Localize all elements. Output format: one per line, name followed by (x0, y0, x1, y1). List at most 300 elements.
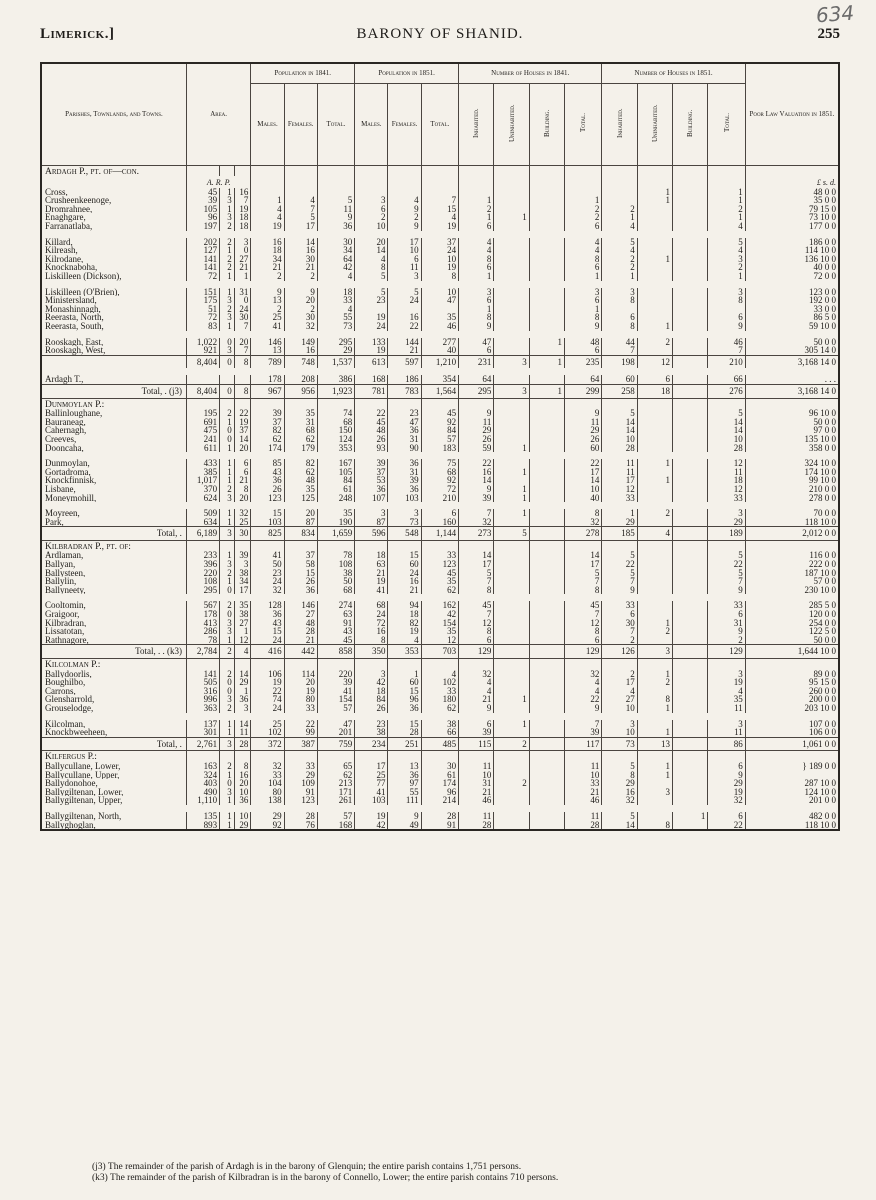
cell-val: 1,061 0 0 (745, 737, 839, 751)
cell-th51: 46 (708, 338, 745, 347)
townland-row (41, 796, 839, 805)
townland-name: Dunmoylan, (41, 459, 186, 468)
cell-b51 (673, 418, 708, 427)
townland-row (41, 560, 839, 569)
cell-ih41: 6 (459, 720, 494, 729)
cell-uh41: 3 (494, 384, 529, 398)
cell-uh41 (494, 238, 529, 247)
cell-b51 (673, 678, 708, 687)
cell-p: 0 (234, 246, 251, 255)
cell-p: 6 (234, 459, 251, 468)
cell-th41: 2 (565, 213, 602, 222)
cell-m51: 72 (355, 619, 388, 628)
cell-uh41: 1 (494, 444, 529, 453)
townland-row (41, 670, 839, 679)
cell-ih41: 1 (459, 272, 494, 281)
cell-val: 136 10 0 (745, 255, 839, 264)
cell-t41: 154 (317, 695, 354, 704)
cell-b41 (529, 720, 564, 729)
cell-m41: 178 (251, 375, 284, 384)
cell-th51: 5 (708, 551, 745, 560)
cell-a: 220 (186, 569, 219, 578)
townland-name: Glensharrold, (41, 695, 186, 704)
cell-b51 (673, 586, 708, 595)
cell-t51: 72 (421, 485, 458, 494)
cell-uh41 (494, 788, 529, 797)
cell-p: 14 (234, 435, 251, 444)
cell-uh41 (494, 796, 529, 805)
cell-r: 2 (220, 601, 235, 610)
cell-th41: 40 (565, 494, 602, 503)
cell-r: 1 (220, 728, 235, 737)
cell-t51: 96 (421, 788, 458, 797)
cell-f51: 353 (388, 645, 421, 659)
cell-b51 (673, 384, 708, 398)
cell-m41: 41 (251, 551, 284, 560)
cell-p: 38 (234, 569, 251, 578)
cell-uh41 (494, 338, 529, 347)
cell-m41: 36 (251, 476, 284, 485)
cell-f51: 5 (388, 288, 421, 297)
cell-b51 (673, 305, 708, 314)
cell-f41: 109 (284, 779, 317, 788)
cell-th51: 9 (708, 586, 745, 595)
cell-uh51 (637, 687, 672, 696)
cell-m41: 15 (251, 509, 284, 518)
townland-name: Liskilleen (O'Brien), (41, 288, 186, 297)
townland-row (41, 601, 839, 610)
cell-uh41 (494, 418, 529, 427)
cell-th51: 129 (708, 645, 745, 659)
cell-b41 (529, 762, 564, 771)
cell-th41: 11 (565, 418, 602, 427)
townland-name: Monashinnagh, (41, 305, 186, 314)
cell-th41: 32 (565, 670, 602, 679)
cell-ih41: 26 (459, 435, 494, 444)
cell-uh51 (637, 494, 672, 503)
cell-f41: 442 (284, 645, 317, 659)
parish-heading: Kilbradran P., pt. of: (41, 540, 186, 551)
townland-name: Carrons, (41, 687, 186, 696)
cell-ih41: 46 (459, 796, 494, 805)
cell-r: 1 (220, 444, 235, 453)
cell-b41 (529, 205, 564, 214)
townland-name: Lissatotan, (41, 627, 186, 636)
cell-f41: 15 (284, 569, 317, 578)
townland-row (41, 485, 839, 494)
cell-m41: 24 (251, 577, 284, 586)
cell-f51: 9 (388, 205, 421, 214)
townland-row (41, 577, 839, 586)
cell-ih51: 4 (602, 246, 637, 255)
cell-r: 1 (220, 551, 235, 560)
cell-t41: 62 (317, 771, 354, 780)
cell-t41: 9 (317, 213, 354, 222)
cell-ih41: 4 (459, 246, 494, 255)
cell-val: 107 0 0 (745, 720, 839, 729)
cell-uh51 (637, 409, 672, 418)
cell-p: 34 (234, 577, 251, 586)
cell-m41: 16 (251, 238, 284, 247)
cell-p: 8 (234, 384, 251, 398)
cell-t41: 36 (317, 222, 354, 231)
cell-val: 97 0 0 (745, 426, 839, 435)
cell-m51: 36 (355, 485, 388, 494)
cell-a: 316 (186, 687, 219, 696)
cell-f41: 27 (284, 610, 317, 619)
header-houses-1851: Number of Houses in 1851. (602, 63, 745, 83)
cell-th41: 14 (565, 551, 602, 560)
cell-uh41 (494, 569, 529, 578)
cell-a: 363 (186, 704, 219, 713)
cell-p: 32 (234, 509, 251, 518)
cell-uh41: 1 (494, 213, 529, 222)
cell-ih41: 4 (459, 687, 494, 696)
cell-uh41 (494, 222, 529, 231)
cell-th51: 9 (708, 771, 745, 780)
cell-m41: 15 (251, 627, 284, 636)
cell-uh51 (637, 418, 672, 427)
cell-f41: 16 (284, 346, 317, 355)
cell-m41: 128 (251, 601, 284, 610)
cell-th41: 46 (565, 796, 602, 805)
cell-th41: 26 (565, 435, 602, 444)
cell-th41: 4 (565, 678, 602, 687)
cell-r: 0 (220, 426, 235, 435)
cell-ih51: 5 (602, 762, 637, 771)
townland-name: Dromrahnee, (41, 205, 186, 214)
cell-val: 50 0 0 (745, 338, 839, 347)
cell-val: } 189 0 0 (745, 762, 839, 771)
cell-p: 30 (234, 313, 251, 322)
cell-uh51: 2 (637, 627, 672, 636)
cell-b51 (673, 728, 708, 737)
cell-t41: 55 (317, 313, 354, 322)
cell-uh51: 2 (637, 678, 672, 687)
cell-uh51: 13 (637, 737, 672, 751)
cell-b51 (673, 409, 708, 418)
header-males-1851: Males. (355, 83, 388, 165)
cell-val: 260 0 0 (745, 687, 839, 696)
cell-m41: 41 (251, 322, 284, 331)
cell-val: 177 0 0 (745, 222, 839, 231)
cell-b41 (529, 246, 564, 255)
townland-row (41, 468, 839, 477)
census-table-container (40, 62, 840, 831)
cell-t41: 34 (317, 246, 354, 255)
cell-m51: 41 (355, 586, 388, 595)
cell-m41: 43 (251, 468, 284, 477)
cell-b51 (673, 636, 708, 645)
cell-val: 79 15 0 (745, 205, 839, 214)
cell-t41: 91 (317, 619, 354, 628)
cell-th51: 4 (708, 246, 745, 255)
cell-b51 (673, 720, 708, 729)
cell-t41: 759 (317, 737, 354, 751)
townland-row (41, 375, 839, 384)
cell-th41: 129 (565, 645, 602, 659)
cell-t51: 62 (421, 586, 458, 595)
cell-a: 72 (186, 272, 219, 281)
cell-m51: 24 (355, 610, 388, 619)
cell-f51: 28 (388, 728, 421, 737)
townland-row (41, 518, 839, 527)
townland-row (41, 695, 839, 704)
cell-r: 1 (220, 205, 235, 214)
header-houses-total-1841: Total. (579, 113, 588, 133)
cell-b41 (529, 687, 564, 696)
cell-a: 921 (186, 346, 219, 355)
cell-b51 (673, 619, 708, 628)
cell-r: 3 (220, 346, 235, 355)
townland-row (41, 409, 839, 418)
cell-b51 (673, 355, 708, 368)
cell-b41 (529, 812, 564, 821)
cell-val: 201 0 0 (745, 796, 839, 805)
townland-name: Kilbradran, (41, 619, 186, 628)
cell-th41: 4 (565, 246, 602, 255)
cell-m51: 14 (355, 246, 388, 255)
cell-ih41: 14 (459, 476, 494, 485)
cell-b51 (673, 263, 708, 272)
cell-ih41: 32 (459, 670, 494, 679)
cell-ih51: 22 (602, 560, 637, 569)
cell-m41: 789 (251, 355, 284, 368)
cell-t41: 38 (317, 569, 354, 578)
cell-val: 305 14 0 (745, 346, 839, 355)
header-males-1841: Males. (251, 83, 284, 165)
cell-p: 17 (234, 586, 251, 595)
cell-p: 21 (234, 263, 251, 272)
cell-a: 233 (186, 551, 219, 560)
cell-m41: 50 (251, 560, 284, 569)
townland-row (41, 494, 839, 503)
cell-uh51: 1 (637, 322, 672, 331)
cell-a: 178 (186, 610, 219, 619)
units-row (41, 176, 839, 188)
cell-r: 1 (220, 720, 235, 729)
cell-ih51: 1 (602, 272, 637, 281)
cell-f51: 36 (388, 771, 421, 780)
cell-a: 2,761 (186, 737, 219, 751)
cell-m51: 168 (355, 375, 388, 384)
cell-b41 (529, 255, 564, 264)
cell-m51: 23 (355, 720, 388, 729)
cell-th51: 10 (708, 435, 745, 444)
cell-b41 (529, 627, 564, 636)
cell-ih51: 17 (602, 678, 637, 687)
cell-uh51 (637, 222, 672, 231)
cell-r: 1 (220, 188, 235, 197)
cell-uh51 (637, 560, 672, 569)
cell-p: 36 (234, 796, 251, 805)
row-spacer (41, 331, 839, 338)
cell-ih41: 11 (459, 812, 494, 821)
cell-b51 (673, 509, 708, 518)
cell-b51 (673, 737, 708, 751)
cell-f51: 39 (388, 476, 421, 485)
cell-m41: 2 (251, 272, 284, 281)
cell-f51: 94 (388, 601, 421, 610)
cell-uh51 (637, 305, 672, 314)
cell-f51: 15 (388, 720, 421, 729)
cell-t41: 30 (317, 238, 354, 247)
cell-uh51 (637, 518, 672, 527)
cell-ih51: 73 (602, 737, 637, 751)
cell-uh51 (637, 246, 672, 255)
cell-f51: 60 (388, 678, 421, 687)
cell-th51: 22 (708, 821, 745, 831)
cell-t51: 42 (421, 610, 458, 619)
cell-a: 51 (186, 305, 219, 314)
cell-a: 295 (186, 586, 219, 595)
cell-p (234, 375, 251, 384)
cell-f51: 10 (388, 246, 421, 255)
cell-uh41 (494, 619, 529, 628)
cell-r: 0 (220, 384, 235, 398)
cell-r: 2 (220, 762, 235, 771)
cell-r: 1 (220, 476, 235, 485)
townland-name: Ardagh T., (41, 375, 186, 384)
cell-a: 996 (186, 695, 219, 704)
cell-th51: 11 (708, 704, 745, 713)
cell-t41: 168 (317, 821, 354, 831)
cell-m51: 37 (355, 468, 388, 477)
cell-uh41 (494, 645, 529, 659)
cell-f41: 31 (284, 418, 317, 427)
cell-m51: 23 (355, 296, 388, 305)
cell-b41 (529, 577, 564, 586)
cell-b51 (673, 375, 708, 384)
cell-r: 2 (220, 255, 235, 264)
header-uninhabited-1841: Uninhabited. (507, 104, 516, 142)
townland-row (41, 205, 839, 214)
cell-f51: 49 (388, 821, 421, 831)
cell-ih41: 39 (459, 494, 494, 503)
cell-t41: 261 (317, 796, 354, 805)
cell-r: 3 (220, 196, 235, 205)
cell-t51: 277 (421, 338, 458, 347)
cell-b41 (529, 409, 564, 418)
cell-ih51: 6 (602, 313, 637, 322)
townland-row (41, 771, 839, 780)
cell-t41: 171 (317, 788, 354, 797)
cell-r: 3 (220, 213, 235, 222)
cell-p: 35 (234, 601, 251, 610)
cell-ih51 (602, 188, 637, 197)
cell-uh51: 1 (637, 255, 672, 264)
cell-f51: 36 (388, 704, 421, 713)
cell-p: 3 (234, 560, 251, 569)
cell-p: 37 (234, 426, 251, 435)
townland-row (41, 444, 839, 453)
cell-f41: 2 (284, 272, 317, 281)
cell-ih41: 8 (459, 586, 494, 595)
cell-t51: 154 (421, 619, 458, 628)
cell-m51: 93 (355, 444, 388, 453)
cell-t51: 28 (421, 812, 458, 821)
cell-ih51: 33 (602, 494, 637, 503)
cell-uh41 (494, 762, 529, 771)
cell-th51: 189 (708, 527, 745, 541)
cell-p: 1 (234, 687, 251, 696)
townland-row (41, 551, 839, 560)
townland-name: Ballygiltenan, Upper, (41, 796, 186, 805)
cell-t41: 150 (317, 426, 354, 435)
cell-t51: 47 (421, 296, 458, 305)
row-spacer (41, 231, 839, 238)
townland-name: Cooltomin, (41, 601, 186, 610)
cell-th51: 7 (708, 577, 745, 586)
townland-name: Ballysteen, (41, 569, 186, 578)
cell-uh51 (637, 426, 672, 435)
cell-th41: 4 (565, 238, 602, 247)
cell-uh51 (637, 636, 672, 645)
cell-t41: 73 (317, 322, 354, 331)
row-spacer (41, 452, 839, 459)
cell-t41: 386 (317, 375, 354, 384)
cell-f41: 36 (284, 586, 317, 595)
cell-f41: 125 (284, 494, 317, 503)
cell-th41: 10 (565, 771, 602, 780)
cell-val: 40 0 0 (745, 263, 839, 272)
total-label: Total, . (41, 527, 186, 541)
cell-uh51 (637, 796, 672, 805)
cell-b51: 1 (673, 812, 708, 821)
barony-title: BARONY OF SHANID. (356, 26, 524, 42)
cell-m41: 372 (251, 737, 284, 751)
cell-th41: 22 (565, 459, 602, 468)
townland-name: Crusheenkeenoge, (41, 196, 186, 205)
cell-m51 (355, 188, 388, 197)
cell-m51: 26 (355, 704, 388, 713)
cell-m51: 87 (355, 518, 388, 527)
cell-th51: 6 (708, 610, 745, 619)
cell-uh51: 1 (637, 670, 672, 679)
cell-uh51 (637, 346, 672, 355)
cell-th51: 86 (708, 737, 745, 751)
cell-th41: 4 (565, 687, 602, 696)
townland-row (41, 196, 839, 205)
cell-th41: 6 (565, 263, 602, 272)
cell-t51: 57 (421, 435, 458, 444)
cell-f41: 91 (284, 788, 317, 797)
townland-name: Rathnagore, (41, 636, 186, 645)
cell-p: 22 (234, 409, 251, 418)
cell-p: 14 (234, 720, 251, 729)
cell-b41 (529, 509, 564, 518)
cell-uh51: 1 (637, 771, 672, 780)
cell-p: 16 (234, 188, 251, 197)
cell-m41: 21 (251, 263, 284, 272)
area-units: A. R. P. (186, 176, 250, 188)
cell-b51 (673, 796, 708, 805)
cell-t41: 248 (317, 494, 354, 503)
cell-t41: 33 (317, 296, 354, 305)
cell-uh41 (494, 272, 529, 281)
townland-name: Knocknaboha, (41, 263, 186, 272)
cell-p: 12 (234, 636, 251, 645)
cell-p: 7 (234, 346, 251, 355)
total-row (41, 737, 839, 751)
cell-ih41: 14 (459, 551, 494, 560)
cell-m41: 24 (251, 704, 284, 713)
cell-a: 634 (186, 518, 219, 527)
townland-row (41, 238, 839, 247)
header-pop-1841: Population in 1841. (251, 63, 355, 83)
cell-t41: 42 (317, 263, 354, 272)
cell-m41: 967 (251, 384, 284, 398)
